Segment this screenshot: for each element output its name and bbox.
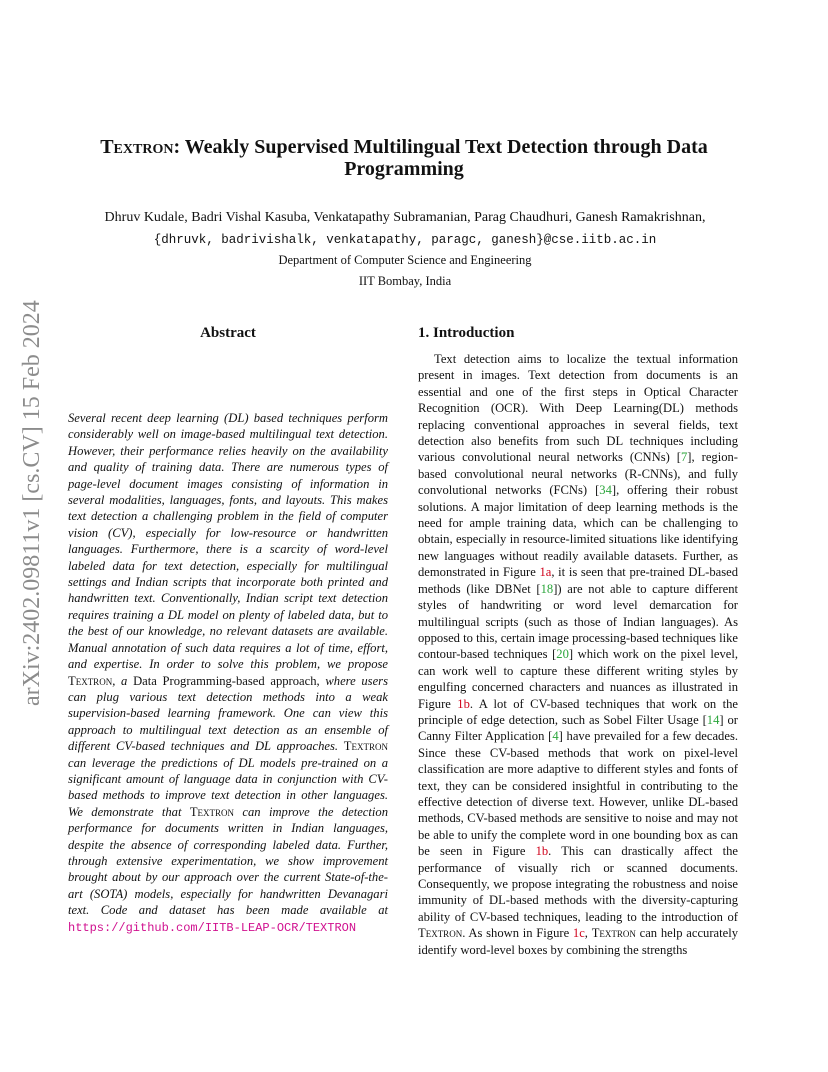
abstract-part-1: Several recent deep learning (DL) based techniques perform considerably well on image-based multilingual text detection. However, their performance relies heavily on the availability and quality of training data. There are numerous types of page-level document images consisting of information in several modalities, languages, fonts, and layouts. This makes text detection a challenging problem in the field of computer vision (CV), especially for low-resource or handwritten languages. Furthermore, there is a scarcity of word-level labeled data for text detection, especially for multilingual settings and Indian scripts that incorporate both printed and handwritten text. Conventionally, Indian script text detection requires training a DL model on plenty of labeled data, but to the best of our knowledge, no relevant datasets are available. Manual annotation of such data requires a lot of time, effort, and expertise. In order to solve this problem, we propose xyxy=(68,411,388,672)
abstract-part-3: Data Programming-based approach, xyxy=(133,673,320,688)
citation-link[interactable]: 4 xyxy=(552,729,559,744)
abstract-text xyxy=(68,410,388,936)
intro-text-11: . As shown in Figure xyxy=(462,926,573,941)
intro-textron-1: Textron xyxy=(418,926,463,941)
abstract-part-6: can improve the detection performance for documents written in Indian languages, despite the absence of corresponding labeled data. Further, through extensive experimentation, we show improvement brought about by our approach over the current State-of-the-art (SOTA) models, especially for handwritten Devanagari text. Code and dataset has been made available at xyxy=(68,804,388,918)
citation-link[interactable]: 7 xyxy=(681,450,688,465)
intro-text-10: . This can drastically affect the performance of visually rich or scanned documents. Consequently, we propose integrating the robustness and noise immunity of DL-based methods with the diversity-capturing ability of CV-based techniques, leading to the introduction of xyxy=(418,844,738,924)
paper-title xyxy=(80,136,728,180)
paper-title-name: Textron xyxy=(100,136,174,158)
intro-text-6: ] which work on the pixel level, can work well to capture these different writing styles by engulfing concerned characters and nuances as illustrated in Figure xyxy=(418,647,738,711)
intro-text-3: ], offering their robust solutions. A major limitation of deep learning methods is the need for ample training data, which can be challenging to obtain, especially in resource-limited situations like identifying new languages without readily available datasets. Further, as demonstrated in Figure xyxy=(418,483,738,580)
citation-link[interactable]: 20 xyxy=(556,647,569,662)
code-repository-link[interactable]: https://github.com/IITB-LEAP-OCR/TEXTRON xyxy=(68,920,357,935)
intro-text-7: . A lot of CV-based techniques that work on the principle of edge detection, such as Sobel Filter Usage [ xyxy=(418,696,738,727)
abstract-heading: Abstract xyxy=(200,325,256,341)
intro-text-4: , it is seen that pre-trained DL-based methods (like DBNet [ xyxy=(418,565,738,596)
introduction-text xyxy=(418,351,738,958)
abstract-part-4: where users can plug various text detection methods into a weak supervision-based learning framework. One can view this approach to multilingual text detection as an ensemble of different CV-based techniques and DL approaches. xyxy=(68,673,388,754)
intro-text-1: Text detection aims to localize the textual information present in images. Text detection from documents is an essential and one of the first steps in Optical Character Recognition (OCR). With Deep Learning(DL) methods replacing conventional approaches in several fields, text detection also benefits from such DL techniques including various convolutional neural networks (CNNs) [ xyxy=(418,352,738,465)
intro-text-12: , xyxy=(584,926,592,941)
author-list: Dhruv Kudale, Badri Vishal Kasuba, Venkatapathy Subramanian, Parag Chaudhuri, Ganesh Ramakrishnan, xyxy=(104,210,706,225)
citation-link[interactable]: 34 xyxy=(599,483,612,498)
intro-text-9: ] have prevailed for a few decades. Since these CV-based methods that work on pixel-level classification are more adaptive to different styles and fonts of text, they can be considered insightful in contributing to the effective detection of diverse text. However, unlike DL-based methods, CV-based methods are sensitive to noise and may not be able to unify the complete word in one bounding box as can be seen in Figure xyxy=(418,729,738,859)
figure-ref-link[interactable]: 1b xyxy=(535,844,549,859)
intro-text-5: ]) are not able to capture different styles of handwriting or word level demarcation for multilingual scripts (such as those of Indian languages). As opposed to this, certain image processing-based techniques like contour-based techniques [ xyxy=(418,581,738,662)
abstract-textron-2: Textron xyxy=(343,739,388,754)
figure-ref-link[interactable]: 1b xyxy=(457,696,470,711)
arxiv-identifier-stamp: arXiv:2402.09811v1 [cs.CV] 15 Feb 2024 xyxy=(19,300,45,706)
introduction-heading: 1. Introduction xyxy=(418,325,515,341)
intro-textron-2: Textron xyxy=(591,926,636,941)
intro-text-8: ] or Canny Filter Application [ xyxy=(418,712,738,744)
abstract-textron-3: Textron xyxy=(189,804,235,819)
paper-title-rest: : Weakly Supervised Multilingual Text Detection through Data Programming xyxy=(173,136,708,180)
intro-text-13: can help accurately identify word-level boxes by combining the strengths xyxy=(418,926,738,957)
figure-ref-link[interactable]: 1a xyxy=(539,565,552,580)
affiliation-institution: IIT Bombay, India xyxy=(358,274,452,288)
citation-link[interactable]: 18 xyxy=(540,581,554,596)
figure-ref-link[interactable]: 1c xyxy=(572,926,585,941)
abstract-part-2: , a xyxy=(112,673,128,688)
abstract-textron-1: Textron xyxy=(68,673,113,688)
affiliation-department: Department of Computer Science and Engineering xyxy=(278,253,532,267)
citation-link[interactable]: 14 xyxy=(706,712,720,727)
intro-text-2: ], region-based convolutional neural networks (R-CNNs), and fully convolutional networks (FCNs) [ xyxy=(418,450,738,498)
abstract-part-5: can leverage the predictions of DL models pre-trained on a significant amount of language data in conjunction with CV-based methods to improve text detection in other languages. We demonstrate that xyxy=(68,755,388,819)
author-emails: {dhruvk, badrivishalk, venkatapathy, paragc, ganesh}@cse.iitb.ac.in xyxy=(153,233,657,247)
